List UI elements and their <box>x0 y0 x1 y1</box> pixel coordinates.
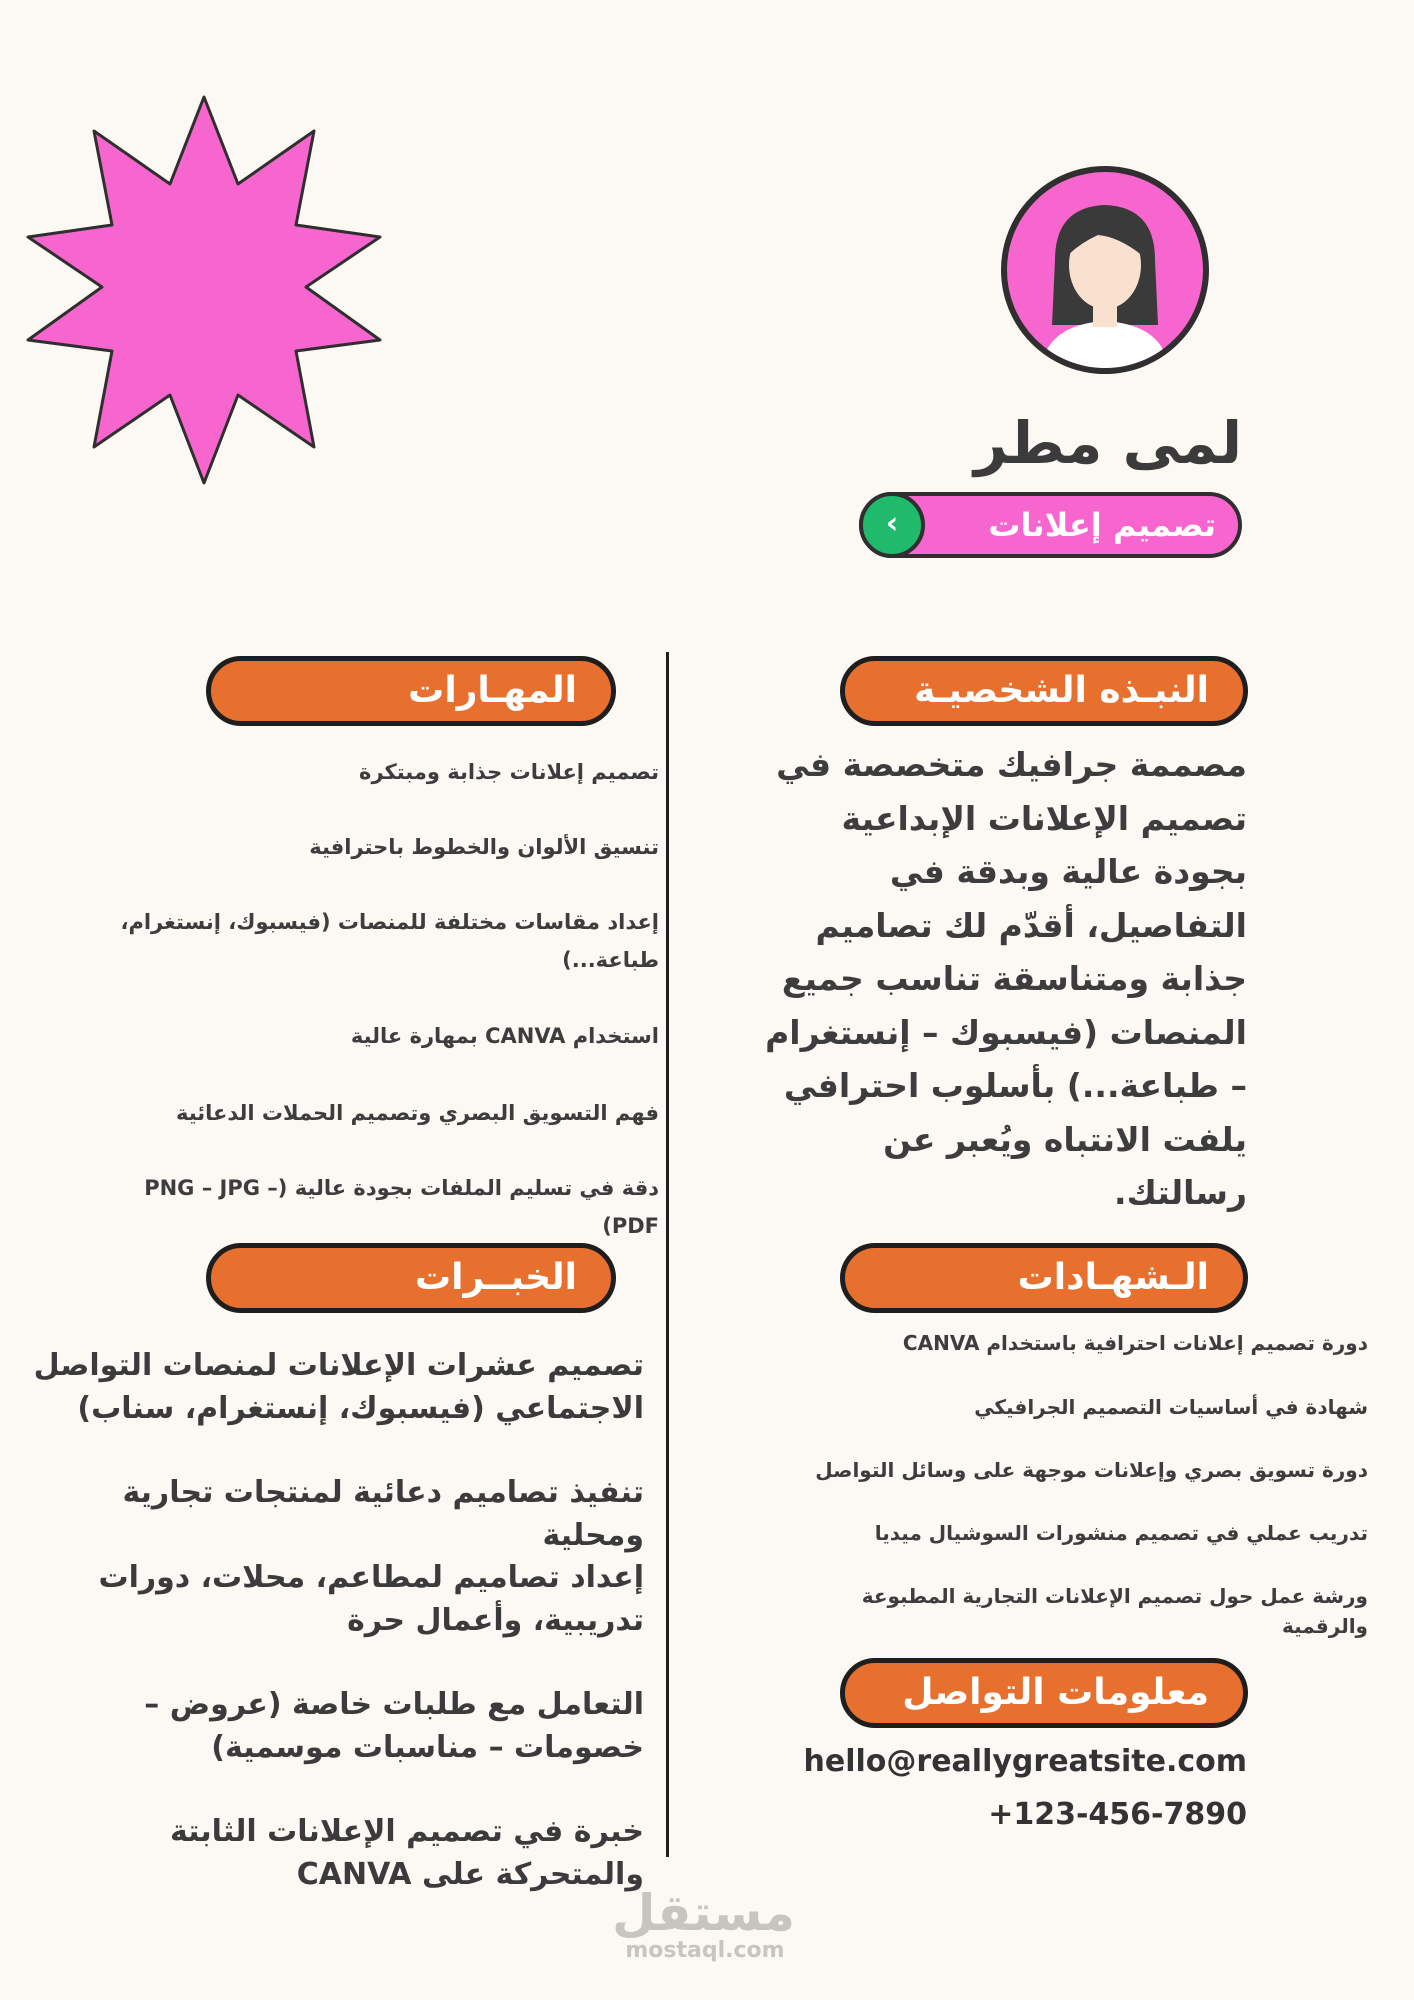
skill-item: تنسيق الألوان والخطوط باحترافية <box>309 835 659 859</box>
experience-item: تنفيذ تصاميم دعائية لمنتجات تجارية ومحلية <box>122 1475 644 1553</box>
experience-item: خبرة في تصميم الإعلانات الثابتة والمتحركة على CANVA <box>169 1814 644 1892</box>
certificate-item: دورة تصميم إعلانات احترافية باستخدام CANVA <box>902 1331 1368 1355</box>
phone-number[interactable]: +123-456-7890 <box>988 1797 1247 1832</box>
candidate-name: لمى مطر <box>973 409 1242 477</box>
skill-item: تصميم إعلانات جذابة ومبتكرة <box>359 760 659 784</box>
skill-item: دقة في تسليم الملفات بجودة عالية (PNG – JPG – PDF) <box>144 1176 659 1238</box>
skill-item: فهم التسويق البصري وتصميم الحملات الدعائية <box>175 1101 659 1125</box>
skills-heading: المهـارات <box>408 670 577 711</box>
certificates-list <box>808 0 1368 1700</box>
skill-item: إعداد مقاسات مختلفة للمنصات (فيسبوك، إنستغرام، طباعة...) <box>120 910 659 972</box>
email-link[interactable]: hello@reallygreatsite.com <box>803 1744 1247 1779</box>
experience-item: إعداد تصاميم لمطاعم، محلات، دورات تدريبية، وأعمال حرة <box>98 1560 644 1638</box>
job-title: تصميم إعلانات <box>988 506 1216 544</box>
experience-item: التعامل مع طلبات خاصة (عروض – خصومات – مناسبات موسمية) <box>144 1687 644 1765</box>
skill-item: استخدام CANVA بمهارة عالية <box>350 1024 659 1048</box>
contact-heading: معلومات التواصل <box>902 1672 1209 1713</box>
column-divider <box>666 652 669 1857</box>
experience-heading: الخبــرات <box>414 1257 577 1298</box>
chevron-right-icon: › <box>859 492 925 558</box>
certificates-heading: الـشهـادات <box>1017 1257 1209 1298</box>
contact-heading-pill <box>840 1658 1248 1728</box>
watermark-latin: mostaql.com <box>625 1938 785 1963</box>
certificate-item: تدريب عملي في تصميم منشورات السوشيال ميديا <box>874 1521 1368 1545</box>
profile-heading: النبـذه الشخصيـة <box>914 670 1209 711</box>
certificate-item: شهادة في أساسيات التصميم الجرافيكي <box>974 1395 1368 1419</box>
certificate-item: دورة تسويق بصري وإعلانات موجهة على وسائل التواصل <box>815 1458 1368 1482</box>
profile-text: مصممة جرافيك متخصصة في تصميم الإعلانات الإبداعية بجودة عالية وبدقة في التفاصيل، أقدّم لك تصاميم جذابة ومتناسقة تناسب جميع المنصات (فيسبوك – إنستغرام – طباعة...) بأسلوب احترافي يلفت الانتباه ويُعبر عن رسالتك. <box>765 745 1247 1212</box>
experience-list <box>24 0 644 1900</box>
watermark-arabic: مستقل <box>612 1884 795 1942</box>
experience-item: تصميم عشرات الإعلانات لمنصات التواصل الاجتماعي (فيسبوك، إنستغرام، سناب) <box>33 1348 644 1426</box>
mostaql-watermark <box>612 1884 795 1964</box>
certificate-item: ورشة عمل حول تصميم الإعلانات التجارية المطبوعة والرقمية <box>861 1584 1368 1638</box>
